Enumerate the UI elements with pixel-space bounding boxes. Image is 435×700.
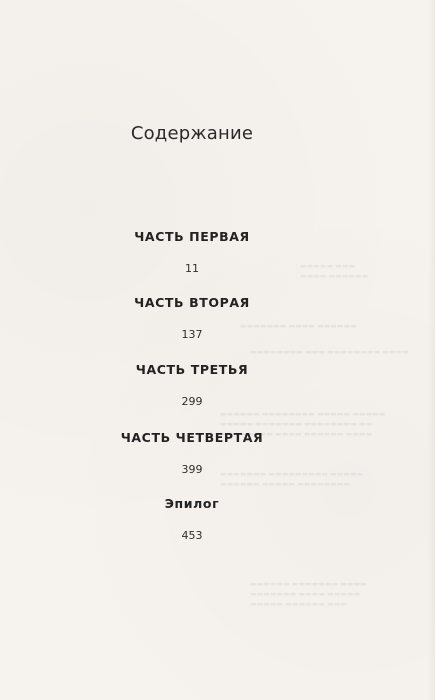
toc-entry-page-number: 453 xyxy=(181,529,203,542)
toc-entry-page-number: 11 xyxy=(185,262,199,275)
page-edge-shadow xyxy=(428,0,435,700)
toc-entry-part-2[interactable] xyxy=(0,295,384,341)
show-through-text: ▬▬▬▬▬ ▬▬▬ xyxy=(300,262,356,270)
toc-entry-label: ЧАСТЬ ВТОРАЯ xyxy=(134,295,250,310)
show-through-text: ▬▬▬▬▬▬▬ ▬▬▬▬▬▬▬▬▬ ▬▬▬▬▬ xyxy=(220,470,364,478)
toc-entry-part-1[interactable] xyxy=(0,229,384,275)
toc-entry-part-3[interactable] xyxy=(0,362,384,408)
show-through-text: ▬▬▬▬▬▬▬▬ ▬▬▬▬ ▬▬▬▬▬▬ ▬▬▬▬ xyxy=(220,430,373,438)
toc-entry-label: ЧАСТЬ ПЕРВАЯ xyxy=(134,229,250,244)
toc-entry-page-number: 399 xyxy=(181,463,203,476)
page-title: Содержание xyxy=(130,123,254,144)
toc-entry-epilogue[interactable] xyxy=(0,496,384,542)
toc-entry-page-number: 137 xyxy=(181,328,203,341)
show-through-text: ▬▬▬▬▬ ▬▬▬▬▬▬ ▬▬▬ xyxy=(250,600,348,608)
toc-entry-label: ЧАСТЬ ЧЕТВЕРТАЯ xyxy=(120,430,264,445)
toc-entry-label: Эпилог xyxy=(164,496,220,511)
show-through-text: ▬▬▬▬▬▬▬ ▬▬▬▬ ▬▬▬▬▬ xyxy=(250,590,361,598)
show-through-text: ▬▬▬▬ ▬▬▬▬▬▬ xyxy=(300,272,369,280)
toc-entry-part-4[interactable] xyxy=(0,430,384,476)
show-through-text: ▬▬▬▬▬▬ ▬▬▬▬▬▬▬▬ ▬▬▬▬▬ ▬▬▬▬▬ xyxy=(220,410,386,418)
show-through-text: ▬▬▬▬▬▬ ▬▬▬▬▬▬▬ ▬▬▬▬ xyxy=(250,580,367,588)
toc-entry-label: ЧАСТЬ ТРЕТЬЯ xyxy=(135,362,249,377)
show-through-text: ▬▬▬▬▬▬▬▬ ▬▬▬ ▬▬▬▬▬▬▬▬ ▬▬▬▬ xyxy=(250,348,409,356)
show-through-text: ▬▬▬▬▬▬ ▬▬▬▬▬ ▬▬▬▬▬▬▬▬ xyxy=(220,480,351,488)
show-through-text: ▬▬▬▬▬▬▬ ▬▬▬▬ ▬▬▬▬▬▬ xyxy=(240,322,357,330)
show-through-text: ▬▬▬▬▬ ▬▬▬▬▬▬▬ ▬▬▬▬▬▬▬▬ ▬▬ xyxy=(220,420,373,428)
toc-entry-page-number: 299 xyxy=(181,395,203,408)
